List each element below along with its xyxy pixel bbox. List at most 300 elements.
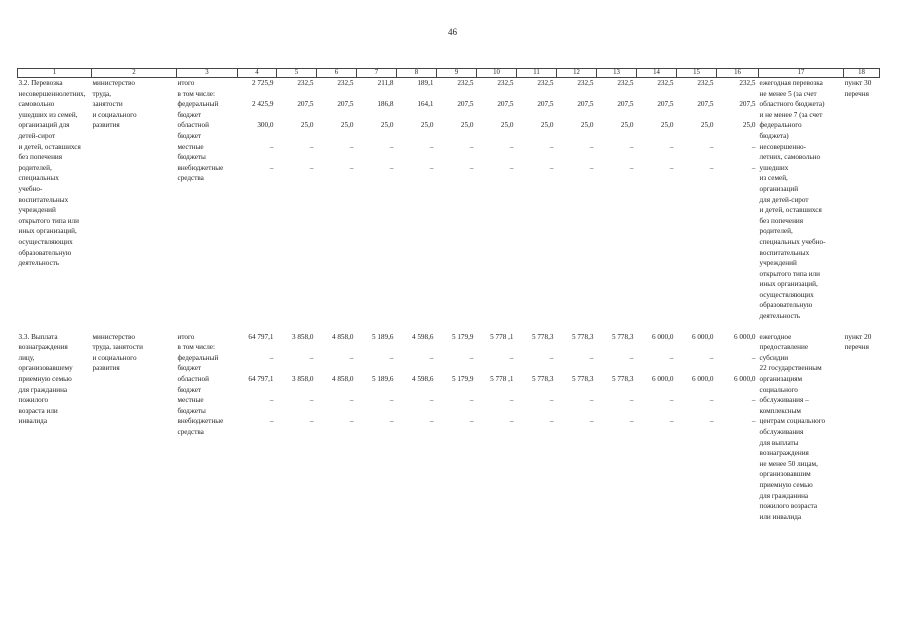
amount-value: – — [269, 417, 274, 426]
funding-source-label: местные — [177, 396, 204, 405]
blank-line — [278, 406, 314, 417]
blank-line — [398, 173, 434, 184]
amount-value: 207,5 — [537, 100, 554, 109]
event-name-line: организовавшему — [18, 364, 73, 373]
event-name-line: инвалида — [18, 417, 48, 426]
amount-value: 6 000,0 — [691, 375, 714, 384]
amount-value — [358, 89, 394, 100]
expected-result-line: бюджета) — [759, 131, 789, 140]
column-header-17: 17 — [759, 69, 844, 78]
amount-value: – — [429, 142, 434, 151]
column-header-10: 10 — [477, 69, 517, 78]
event-name-line: открытого типа или — [18, 216, 79, 225]
blank-line — [518, 173, 554, 184]
expected-result-line: из семей, — [759, 174, 788, 183]
blank-line — [598, 363, 634, 374]
amount-value: – — [429, 417, 434, 426]
amount-value: – — [509, 163, 514, 172]
amount-value: – — [629, 396, 634, 405]
funding-source-label: бюджет — [177, 110, 202, 119]
amount-value: – — [349, 417, 354, 426]
event-name-line: самовольно — [18, 100, 55, 109]
column-header-18: 18 — [844, 69, 880, 78]
amount-value — [398, 342, 434, 353]
blank-line — [718, 385, 756, 396]
amount-column-9 — [437, 78, 477, 322]
amount-value: – — [309, 396, 314, 405]
blank-line — [239, 385, 274, 396]
executor-line: министерство — [92, 332, 135, 341]
blank-line — [318, 385, 354, 396]
amount-value: 232,5 — [337, 79, 354, 87]
amount-value — [678, 89, 714, 100]
expected-result-line: для выплаты — [759, 438, 799, 447]
amount-column-6 — [317, 78, 357, 322]
expected-result-line: образовательную — [759, 301, 813, 310]
blank-line — [398, 110, 434, 121]
blank-line — [478, 363, 514, 374]
expected-result-line: специальных учебно- — [759, 237, 826, 246]
blank-line — [438, 406, 474, 417]
event-name-line: приемную семью — [18, 375, 72, 384]
amount-value: – — [509, 142, 514, 151]
amount-column-13 — [597, 78, 637, 322]
amount-column-4 — [238, 78, 277, 322]
amount-value: – — [669, 353, 674, 362]
event-name-line: несовершеннолетних, — [18, 89, 86, 98]
blank-line — [478, 110, 514, 121]
amount-value — [598, 89, 634, 100]
amount-value: – — [549, 396, 554, 405]
executor-line: развития — [92, 121, 120, 130]
expected-result-line: воспитательных — [759, 248, 810, 257]
amount-value: 232,5 — [537, 79, 554, 87]
column-header-9: 9 — [437, 69, 477, 78]
amount-value — [638, 89, 674, 100]
funding-source-label: в том числе: — [177, 343, 215, 352]
expected-result — [759, 78, 844, 322]
executor — [92, 332, 177, 523]
blank-line — [558, 131, 594, 142]
blank-line — [239, 173, 274, 184]
funding-sources — [177, 332, 238, 523]
amount-value: – — [709, 163, 714, 172]
funding-source-label: в том числе: — [177, 89, 215, 98]
expected-result-line: без попечения — [759, 216, 804, 225]
amount-value: 207,5 — [297, 100, 314, 109]
blank-line — [398, 363, 434, 374]
blank-line — [718, 152, 756, 163]
blank-line — [318, 363, 354, 374]
amount-value: 5 179,9 — [451, 332, 474, 341]
column-number-header — [18, 69, 880, 78]
expected-result-line: организаций — [759, 184, 799, 193]
blank-line — [438, 363, 474, 374]
expected-result-line: осуществляющих — [759, 290, 814, 299]
amount-column-10 — [477, 78, 517, 322]
event-name-line: и детей, оставшихся — [18, 142, 81, 151]
amount-value: – — [629, 417, 634, 426]
blank-line — [438, 427, 474, 438]
amount-value: – — [589, 353, 594, 362]
amount-value: 6 000,0 — [691, 332, 714, 341]
event-name-line: учреждений — [18, 206, 56, 215]
blank-line — [358, 406, 394, 417]
funding-source-label: бюджеты — [177, 406, 206, 415]
amount-value: – — [509, 417, 514, 426]
column-header-5: 5 — [277, 69, 317, 78]
amount-value: 3 858,0 — [291, 332, 314, 341]
amount-column-13 — [597, 332, 637, 523]
amount-value: 164,1 — [417, 100, 434, 109]
event-name-line: для гражданина — [18, 385, 68, 394]
blank-line — [398, 385, 434, 396]
executor-line: труда, — [92, 89, 112, 98]
amount-value: – — [269, 396, 274, 405]
amount-value: 2 725,9 — [251, 79, 274, 87]
amount-value: – — [549, 163, 554, 172]
table-row — [18, 332, 880, 523]
blank-line — [318, 131, 354, 142]
column-header-13: 13 — [597, 69, 637, 78]
blank-line — [239, 131, 274, 142]
amount-value — [478, 89, 514, 100]
amount-value: – — [469, 353, 474, 362]
column-header-3: 3 — [177, 69, 238, 78]
amount-value: – — [309, 417, 314, 426]
list-reference-line: перечня — [844, 89, 869, 98]
blank-line — [718, 131, 756, 142]
amount-value: 186,8 — [377, 100, 394, 109]
event-name — [18, 332, 92, 523]
blank-line — [398, 152, 434, 163]
amount-value: – — [709, 396, 714, 405]
amount-column-12 — [557, 332, 597, 523]
amount-value: 5 778 ,1 — [490, 332, 514, 341]
blank-line — [518, 363, 554, 374]
table-row — [18, 78, 880, 322]
blank-line — [678, 385, 714, 396]
amount-value — [478, 342, 514, 353]
funding-source-label: областной — [177, 121, 209, 130]
amount-column-5 — [277, 332, 317, 523]
blank-line — [718, 406, 756, 417]
blank-line — [598, 131, 634, 142]
blank-line — [478, 406, 514, 417]
amount-value: 232,5 — [297, 79, 314, 87]
amount-value: – — [429, 353, 434, 362]
amount-value: – — [309, 353, 314, 362]
event-name-line: специальных — [18, 174, 59, 183]
row-spacer — [18, 322, 880, 332]
blank-line — [598, 152, 634, 163]
funding-source-label: областной — [177, 375, 209, 384]
amount-value: 207,5 — [657, 100, 674, 109]
blank-line — [358, 131, 394, 142]
expected-result-line: вознаграждения — [759, 449, 809, 458]
amount-value: 232,5 — [657, 79, 674, 87]
blank-line — [638, 427, 674, 438]
blank-line — [638, 173, 674, 184]
blank-line — [239, 427, 274, 438]
amount-value: 232,5 — [697, 79, 714, 87]
blank-line — [558, 152, 594, 163]
amount-value: 5 778,3 — [611, 375, 634, 384]
expected-result-line: приемную семью — [759, 480, 813, 489]
amount-value: – — [349, 396, 354, 405]
amount-value: – — [429, 163, 434, 172]
program-table — [17, 68, 880, 522]
amount-value: – — [309, 142, 314, 151]
amount-value: – — [669, 142, 674, 151]
amount-value — [558, 342, 594, 353]
expected-result-line: комплексным — [759, 406, 801, 415]
funding-source-label: итого — [177, 79, 195, 87]
blank-line — [478, 385, 514, 396]
amount-value: – — [309, 163, 314, 172]
blank-line — [678, 110, 714, 121]
amount-value: – — [589, 396, 594, 405]
amount-value: 232,5 — [739, 79, 756, 87]
amount-value: – — [469, 396, 474, 405]
amount-value: 5 778,3 — [571, 332, 594, 341]
amount-value: 5 778,3 — [531, 375, 554, 384]
amount-value: 4 858,0 — [331, 332, 354, 341]
amount-value: – — [709, 142, 714, 151]
blank-line — [358, 110, 394, 121]
list-reference — [844, 332, 880, 523]
blank-line — [239, 152, 274, 163]
amount-value: – — [669, 396, 674, 405]
blank-line — [318, 173, 354, 184]
table-body — [18, 78, 880, 523]
amount-value: – — [269, 163, 274, 172]
amount-value: – — [709, 353, 714, 362]
event-name-line: лицу, — [18, 353, 35, 362]
amount-value: 25,0 — [340, 121, 354, 130]
amount-value: 207,5 — [577, 100, 594, 109]
amount-value: 5 189,6 — [371, 375, 394, 384]
amount-value: 6 000,0 — [733, 332, 756, 341]
amount-value: 5 778,3 — [611, 332, 634, 341]
amount-value: 4 598,6 — [411, 332, 434, 341]
blank-line — [239, 363, 274, 374]
column-header-7: 7 — [357, 69, 397, 78]
amount-column-7 — [357, 332, 397, 523]
amount-value: 25,0 — [300, 121, 314, 130]
amount-value: 6 000,0 — [733, 375, 756, 384]
amount-value: 5 778 ,1 — [490, 375, 514, 384]
amount-value: – — [549, 417, 554, 426]
amount-column-8 — [397, 78, 437, 322]
blank-line — [678, 363, 714, 374]
amount-value — [718, 89, 756, 100]
executor — [92, 78, 177, 322]
expected-result-line: ежегодная перевозка — [759, 79, 823, 87]
funding-source-label: бюджет — [177, 385, 202, 394]
event-name — [18, 78, 92, 322]
expected-result-line: не менее 50 лицам, — [759, 459, 818, 468]
amount-column-11 — [517, 332, 557, 523]
expected-result — [759, 332, 844, 523]
executor-line: министерство — [92, 79, 135, 87]
event-name-line: возраста или — [18, 406, 58, 415]
column-header-16: 16 — [717, 69, 759, 78]
amount-value: – — [589, 142, 594, 151]
expected-result-line: открытого типа или — [759, 269, 820, 278]
amount-value: 232,5 — [617, 79, 634, 87]
amount-value — [239, 342, 274, 353]
event-name-line: осуществляющих — [18, 237, 73, 246]
expected-result-line: центрам социального — [759, 417, 826, 426]
blank-line — [718, 173, 756, 184]
blank-line — [318, 110, 354, 121]
expected-result-line: пожилого возраста — [759, 502, 818, 511]
amount-value: 189,1 — [417, 79, 434, 87]
event-name-line: 3.3. Выплата — [18, 332, 58, 341]
amount-value: 232,5 — [497, 79, 514, 87]
column-header-11: 11 — [517, 69, 557, 78]
blank-line — [358, 427, 394, 438]
amount-value: – — [669, 417, 674, 426]
amount-column-7 — [357, 78, 397, 322]
blank-line — [398, 406, 434, 417]
amount-value: 25,0 — [540, 121, 554, 130]
amount-value: 6 000,0 — [651, 332, 674, 341]
blank-line — [638, 152, 674, 163]
blank-line — [438, 131, 474, 142]
blank-line — [478, 427, 514, 438]
amount-value: – — [509, 396, 514, 405]
amount-value: 300,0 — [257, 121, 274, 130]
amount-value: – — [389, 163, 394, 172]
event-name-line: детей-сирот — [18, 131, 56, 140]
amount-value: 211,8 — [377, 79, 394, 87]
amount-value: – — [751, 163, 756, 172]
blank-line — [518, 152, 554, 163]
amount-value: 3 858,0 — [291, 375, 314, 384]
list-reference — [844, 78, 880, 322]
amount-value: 25,0 — [660, 121, 674, 130]
amount-value: 5 179,9 — [451, 375, 474, 384]
amount-value: 4 858,0 — [331, 375, 354, 384]
amount-value: 64 797,1 — [248, 375, 274, 384]
amount-value: – — [389, 353, 394, 362]
blank-line — [638, 363, 674, 374]
event-name-line: организаций для — [18, 121, 70, 130]
blank-line — [598, 406, 634, 417]
blank-line — [518, 427, 554, 438]
funding-source-label: федеральный — [177, 100, 219, 109]
blank-line — [278, 152, 314, 163]
amount-value: 25,0 — [742, 121, 756, 130]
amount-value: – — [509, 353, 514, 362]
amount-value — [438, 342, 474, 353]
blank-line — [278, 131, 314, 142]
amount-column-9 — [437, 332, 477, 523]
executor-line: труда, занятости — [92, 343, 143, 352]
amount-value: – — [629, 163, 634, 172]
executor-line: занятости — [92, 100, 123, 109]
expected-result-line: субсидии — [759, 353, 789, 362]
blank-line — [558, 173, 594, 184]
event-name-line: пожилого — [18, 396, 49, 405]
amount-value: 2 425,9 — [251, 100, 274, 109]
expected-result-line: деятельность — [759, 312, 801, 321]
funding-source-label: бюджет — [177, 131, 202, 140]
blank-line — [318, 152, 354, 163]
blank-line — [558, 427, 594, 438]
expected-result-line: и детей, оставшихся — [759, 206, 822, 215]
blank-line — [598, 385, 634, 396]
amount-value: – — [349, 163, 354, 172]
amount-value: 25,0 — [380, 121, 394, 130]
expected-result-line: летних, самовольно — [759, 153, 821, 162]
amount-value: – — [349, 142, 354, 151]
amount-value: – — [469, 163, 474, 172]
amount-value — [518, 342, 554, 353]
amount-value: – — [751, 142, 756, 151]
amount-value: – — [589, 163, 594, 172]
blank-line — [718, 110, 756, 121]
blank-line — [518, 110, 554, 121]
column-header-6: 6 — [317, 69, 357, 78]
amount-value: 207,5 — [337, 100, 354, 109]
blank-line — [278, 110, 314, 121]
executor-line: развития — [92, 364, 120, 373]
expected-result-line: не менее 5 (за счет — [759, 89, 817, 98]
blank-line — [678, 131, 714, 142]
amount-value: – — [629, 142, 634, 151]
amount-value: – — [269, 142, 274, 151]
blank-line — [558, 406, 594, 417]
amount-value: – — [389, 142, 394, 151]
amount-value — [239, 89, 274, 100]
amount-value: 207,5 — [497, 100, 514, 109]
list-reference-line: пункт 30 — [844, 79, 872, 87]
funding-source-label: итого — [177, 332, 195, 341]
expected-result-line: обслуживания — [759, 428, 804, 436]
expected-result-line: обслуживания – — [759, 396, 809, 405]
column-header-14: 14 — [637, 69, 677, 78]
amount-value: 207,5 — [739, 100, 756, 109]
column-header-2: 2 — [92, 69, 177, 78]
amount-value: – — [751, 353, 756, 362]
amount-column-4 — [238, 332, 277, 523]
funding-source-label: средства — [177, 428, 204, 436]
amount-value: – — [751, 396, 756, 405]
amount-column-14 — [637, 332, 677, 523]
expected-result-line: несовершенно- — [759, 142, 807, 151]
amount-value: 5 778,3 — [531, 332, 554, 341]
blank-line — [718, 363, 756, 374]
expected-result-line: организациям — [759, 375, 803, 384]
amount-column-16 — [717, 78, 759, 322]
expected-result-line: для гражданина — [759, 491, 809, 500]
blank-line — [598, 427, 634, 438]
amount-value: – — [389, 396, 394, 405]
blank-line — [358, 385, 394, 396]
amount-value: 4 598,6 — [411, 375, 434, 384]
amount-value: – — [269, 353, 274, 362]
expected-result-line: и не менее 7 (за счет — [759, 110, 823, 119]
expected-result-line: предоставление — [759, 343, 809, 352]
expected-result-line: организовавшим — [759, 470, 811, 479]
amount-value: – — [589, 417, 594, 426]
event-name-line: образовательную — [18, 248, 72, 257]
amount-value — [598, 342, 634, 353]
amount-value: 6 000,0 — [651, 375, 674, 384]
